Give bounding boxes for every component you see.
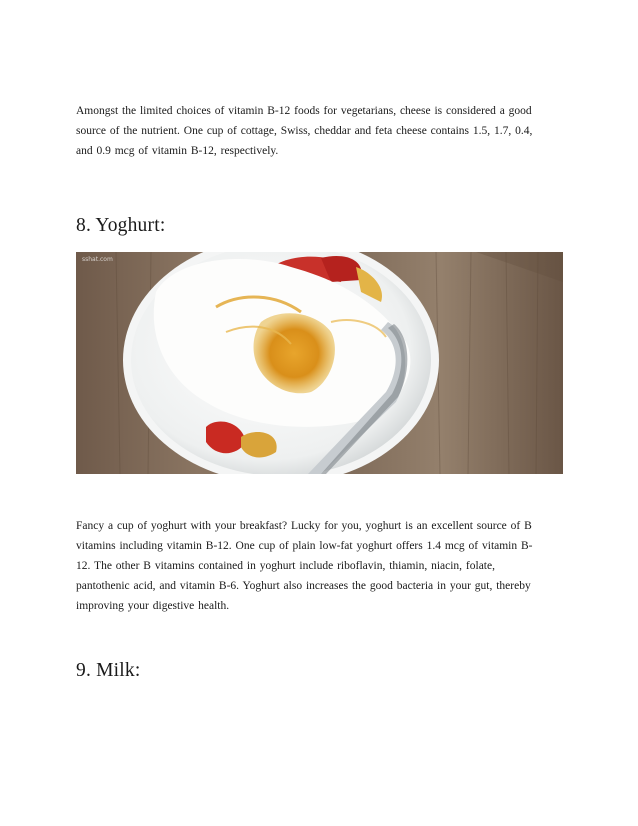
section-heading-milk: 9. Milk: <box>76 660 141 681</box>
paragraph-line: and 0.9 mcg of vitamin B-12, respectively. <box>76 145 279 157</box>
image-watermark: sshat.com <box>82 256 113 263</box>
paragraph-line: Fancy a cup of yoghurt with your breakfast? Lucky for you, yoghurt is an excellent source of B <box>76 520 532 532</box>
intro-paragraph <box>76 101 564 161</box>
paragraph-line: Amongst the limited choices of vitamin B-12 foods for vegetarians, cheese is considered a good <box>76 105 532 117</box>
paragraph-line: vitamins including vitamin B-12. One cup of plain low-fat yoghurt offers 1.4 mcg of vitamin B- <box>76 540 533 552</box>
yoghurt-paragraph <box>76 516 564 616</box>
yoghurt-bowl-image <box>76 252 563 474</box>
paragraph-line: improving your digestive health. <box>76 600 230 612</box>
paragraph-line: pantothenic acid, and vitamin B-6. Yoghurt also increases the good bacteria in your gut, thereby <box>76 580 531 592</box>
paragraph-line: 12. The other B vitamins contained in yoghurt include riboflavin, thiamin, niacin, folate, <box>76 560 495 572</box>
yoghurt-bowl-illustration <box>76 252 563 474</box>
paragraph-line: source of the nutrient. One cup of cottage, Swiss, cheddar and feta cheese contains 1.5, 1.7, 0.4, <box>76 125 533 137</box>
section-heading-yoghurt: 8. Yoghurt: <box>76 215 166 236</box>
